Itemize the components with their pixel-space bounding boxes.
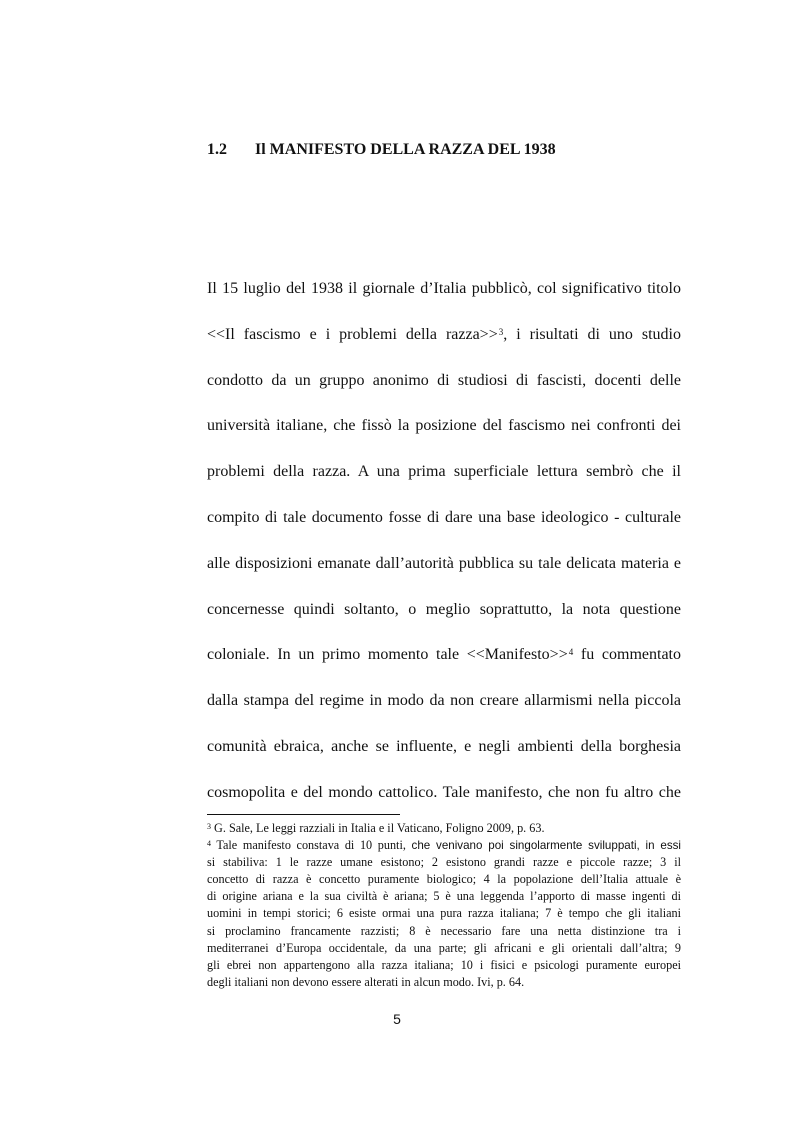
body-line: dalla stampa del regime in modo da non creare allarmismi nella piccola — [207, 692, 681, 710]
footnote-line: gli ebrei non appartengono alla razza italiana; 10 i fisici e psicologi puramente europei — [207, 957, 681, 972]
footnote-line: uomini in tempi storici; 6 esiste ormai una pura razza italiana; 7 è tempo che gli italiani — [207, 906, 681, 921]
body-line: cosmopolita e del mondo cattolico. Tale manifesto, che non fu altro che — [207, 783, 681, 801]
body-line — [207, 638, 681, 684]
footnote-text: che venivano poi singolarmente sviluppati, in essi — [411, 839, 682, 853]
quoted-title: <<Il fascismo e i problemi della razza>> — [207, 325, 498, 343]
body-line: compito di tale documento fosse di dare una base ideologico - culturale — [207, 508, 681, 526]
footnote-line: si proclamino francamente razzisti; 8 è necessario fare una netta distinzione tra i — [207, 923, 681, 938]
section-title: Il MANIFESTO DELLA RAZZA DEL 1938 — [255, 141, 556, 158]
section-number: 1.2 — [207, 141, 227, 158]
body-line: Il 15 luglio del 1938 il giornale d’Italia pubblicò, col significativo titolo — [207, 280, 681, 297]
footnote-line: si stabiliva: 1 le razze umane esistono; 2 esistono grandi razze e piccole razze; 3 il — [207, 855, 681, 870]
footnote-text: G. Sale, Le leggi razziali in Italia e il Vaticano, Foligno 2009, p. 63. — [211, 821, 545, 835]
body-line: condotto da un gruppo anonimo di studiosi di fascisti, docenti delle — [207, 371, 681, 389]
footnote-text: Tale manifesto constava di 10 punti, — [211, 838, 412, 853]
footnote-number: 3 — [207, 822, 211, 831]
section-heading — [207, 141, 556, 159]
body-line: alle disposizioni emanate dall’autorità pubblica su tale delicata materia e — [207, 554, 681, 572]
footnotes — [207, 820, 681, 991]
footnote-line: mediterranei d’Europa occidentale, da una parte; gli africani e gli orientali dall’altra; 9 — [207, 940, 681, 955]
body-text — [207, 272, 681, 822]
body-line: comunità ebraica, anche se influente, e negli ambienti della borghesia — [207, 737, 681, 755]
page-number: 5 — [393, 1011, 401, 1027]
body-line-rest: , i risultati di uno studio — [503, 325, 681, 343]
footnote-4 — [207, 837, 681, 991]
footnote-ref-3[interactable]: 3 — [498, 326, 504, 337]
body-line: concernesse quindi soltanto, o meglio soprattutto, la nota questione — [207, 600, 681, 618]
body-line: università italiane, che fissò la posizione del fascismo nei confronti dei — [207, 417, 681, 435]
footnote-line: degli italiani non devono essere alterati in alcun modo. Ivi, p. 64. — [207, 974, 525, 989]
body-line-rest: fu commentato — [573, 646, 681, 664]
body-line-start: coloniale. In un primo momento tale <<Manifesto>> — [207, 646, 568, 664]
footnote-number: 4 — [207, 839, 211, 849]
body-line — [207, 318, 681, 364]
footnote-3 — [207, 820, 681, 837]
footnote-ref-4[interactable]: 4 — [568, 647, 574, 658]
footnote-line: concetto di razza è concetto puramente biologico; 4 la popolazione dell’Italia attuale è — [207, 872, 681, 887]
footnote-divider — [207, 814, 400, 815]
footnote-line: di origine ariana e la sua civiltà è ariana; 5 è una leggenda l’apporto di masse ingenti di — [207, 889, 681, 904]
body-line: problemi della razza. A una prima superficiale lettura sembrò che il — [207, 463, 681, 481]
